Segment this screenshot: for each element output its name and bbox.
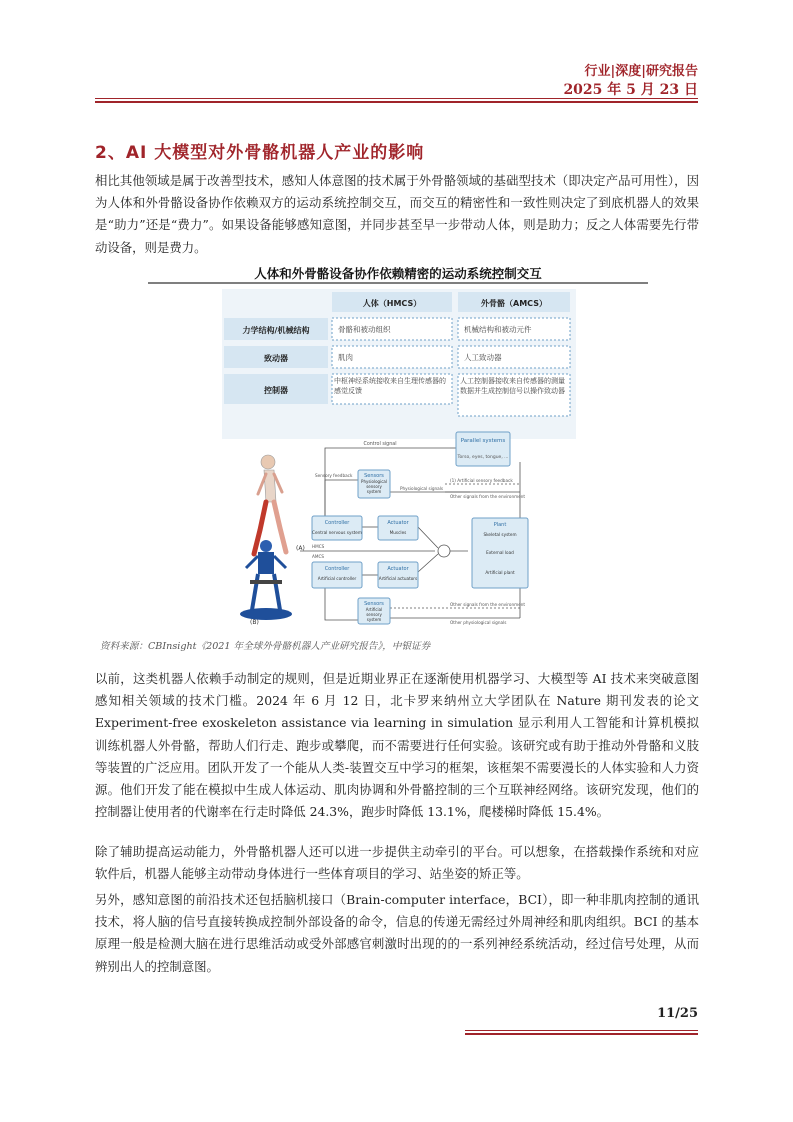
actuator-label-top: Actuator xyxy=(387,520,409,526)
physiological-signals-label: Physiological signals xyxy=(400,486,444,491)
report-date: 2025 年 5 月 23 日 xyxy=(563,82,698,98)
cell-human-controller-wrap xyxy=(334,376,450,404)
parallel-systems-label: Parallel systems xyxy=(460,438,506,444)
header-rule-thick xyxy=(95,101,698,103)
control-signal-label: Control signal xyxy=(363,442,397,447)
plant-label: Plant xyxy=(493,522,507,528)
cell-human-actuator: 肌肉 xyxy=(338,353,353,362)
actuator-label-bottom: Actuator xyxy=(387,566,409,572)
physiological-sensory-wrap xyxy=(359,479,389,497)
sensory-feedback-line xyxy=(325,480,358,520)
cell-human-structure: 骨骼和被动组织 xyxy=(338,325,391,334)
paragraph-active-traction: 除了辅助提高运动能力，外骨骼机器人还可以进一步提供主动牵引的平台。可以想象，在搭载操作系统和对应软件后，机器人能够主动带动身体进行一些体育项目的学习、站坐姿的矫正等。 xyxy=(95,844,699,882)
cell-exo-structure: 机械结构和被动元件 xyxy=(464,325,532,334)
sensors-label-bottom: Sensors xyxy=(364,601,384,607)
external-load-label: External load xyxy=(486,550,514,555)
header-rule-thin xyxy=(95,98,698,99)
skeletal-system-label: Skeletal system xyxy=(483,532,517,537)
col-header-exo: 外骨骼（AMCS） xyxy=(481,299,547,308)
parallel-systems-desc: Torso, eyes, tongue, ... xyxy=(457,455,509,460)
cell-exo-actuator: 人工致动器 xyxy=(464,353,502,362)
panel-b-label: (B) xyxy=(250,619,259,626)
paragraph-bci: 另外，感知意图的前沿技术还包括脑机接口（Brain-computer interface，BCI），即一种非肌肉控制的通讯技术，将人脑的信号直接转换成控制外部设备的命令，信息的传递无需经过外周神经和肌肉组织。BCI 的基本原理一般是检测大脑在进行思维活动或受外部感官刺激时出现的的一系列神经系统活动，经过信号处理，从而辨别出人的控制意图。 xyxy=(95,892,699,974)
panel-a-label: (A) xyxy=(296,545,305,552)
paragraph-intent-sensing: 相比其他领域是属于改善型技术，感知人体意图的技术属于外骨骼领域的基础型技术（即决定产品可用性），因为人体和外骨骼设备协作依赖双方的运动系统控制交互，而交互的精密性和一致性则决定了到底机器人的效果是“助力”还是“费力”。如果设备能够感知意图，并同步甚至早一步带动人体，则是助力；反之人体需要先行带动设备，则是费力。 xyxy=(95,173,699,255)
col-header-human: 人体（HMCS） xyxy=(362,299,422,308)
physiological-sensory-label: Physiological sensory system xyxy=(361,479,387,494)
other-physiological-label: Other physiological signals xyxy=(450,620,507,625)
junction-node xyxy=(438,545,450,557)
row-label-controller: 控制器 xyxy=(264,386,288,395)
footer-rule-thick xyxy=(465,1033,698,1035)
cell-exo-controller: 人工控制器接收来自传感器的测量数据并生成控制信号以操作致动器 xyxy=(460,377,565,395)
artificial-sensory-label: Artificial sensory system xyxy=(365,607,383,622)
artificial-plant-label: Artificial plant xyxy=(485,570,515,575)
other-signals-label-top: Other signals from the environment xyxy=(450,494,526,499)
hmcs-label: HMCS xyxy=(312,544,325,549)
artificial-feedback-label: (1) Artificial sensory feedback xyxy=(450,478,513,483)
artificial-actuators-label: Artificial actuators xyxy=(378,576,418,581)
figure-caption: 资料来源：CBInsight《2021 年全球外骨骼机器人产业研究报告》，中银证券 xyxy=(100,641,431,652)
walking-human-illustration xyxy=(254,455,286,554)
figure-title: 人体和外骨骼设备协作依赖精密的运动系统控制交互 xyxy=(254,266,542,281)
section-title: 2、AI 大模型对外骨骼机器人产业的影响 xyxy=(95,143,425,163)
report-type-label: 行业|深度|研究报告 xyxy=(584,64,698,79)
controller-label-top: Controller xyxy=(324,520,350,526)
cell-exo-controller-wrap xyxy=(460,376,568,416)
artificial-sensory-wrap xyxy=(359,607,389,624)
row-label-actuator: 致动器 xyxy=(264,354,288,363)
other-signals-label-bottom: Other signals from the environment xyxy=(450,602,526,607)
figure-motor-control-interaction xyxy=(100,262,697,637)
sensors-label-top: Sensors xyxy=(364,473,384,479)
muscles-label: Muscles xyxy=(389,530,407,535)
footer-rule-thin xyxy=(465,1030,698,1031)
cns-label: Central nervous system xyxy=(312,530,362,535)
artificial-controller-label: Artificial controller xyxy=(317,576,357,581)
row-label-structure: 力学结构/机械结构 xyxy=(242,326,310,335)
amcs-label: AMCS xyxy=(312,554,325,559)
controller-label-bottom: Controller xyxy=(324,566,350,572)
sensory-feedback-label: Sensory feedback xyxy=(315,473,353,478)
cell-human-controller: 中枢神经系统接收来自生理传感器的感觉反馈 xyxy=(334,377,446,395)
paragraph-ai-research: 以前，这类机器人依赖手动制定的规则，但是近期业界正在逐渐使用机器学习、大模型等 AI 技术来突破意图感知相关领域的技术门槛。2024 年 6 月 12 日，北卡罗来纳州立大学团队在 Nature 期刊发表的论文 Experiment-free exoskeleton assistance via learning in simulation 显示利用人工智能和计算机模拟训练机器人外骨骼，帮助人们行走、跑步或攀爬，而不需要进行任何实验。该研究或有助于推动外骨骼和义肢等装置的广泛应用。团队开发了一个能从人类-装置交互中学习的框架，该框架不需要漫长的人体实验和人力资源。他们开发了能在模拟中生成人体运动、肌肉协调和外骨骼控制的三个互联神经网络。该研究发现，他们的控制器让使用者的代谢率在行走时降低 24.3%，跑步时降低 13.1%，爬楼梯时降低 15.4%。 xyxy=(95,671,699,820)
page-number: 11/25 xyxy=(657,1006,698,1021)
